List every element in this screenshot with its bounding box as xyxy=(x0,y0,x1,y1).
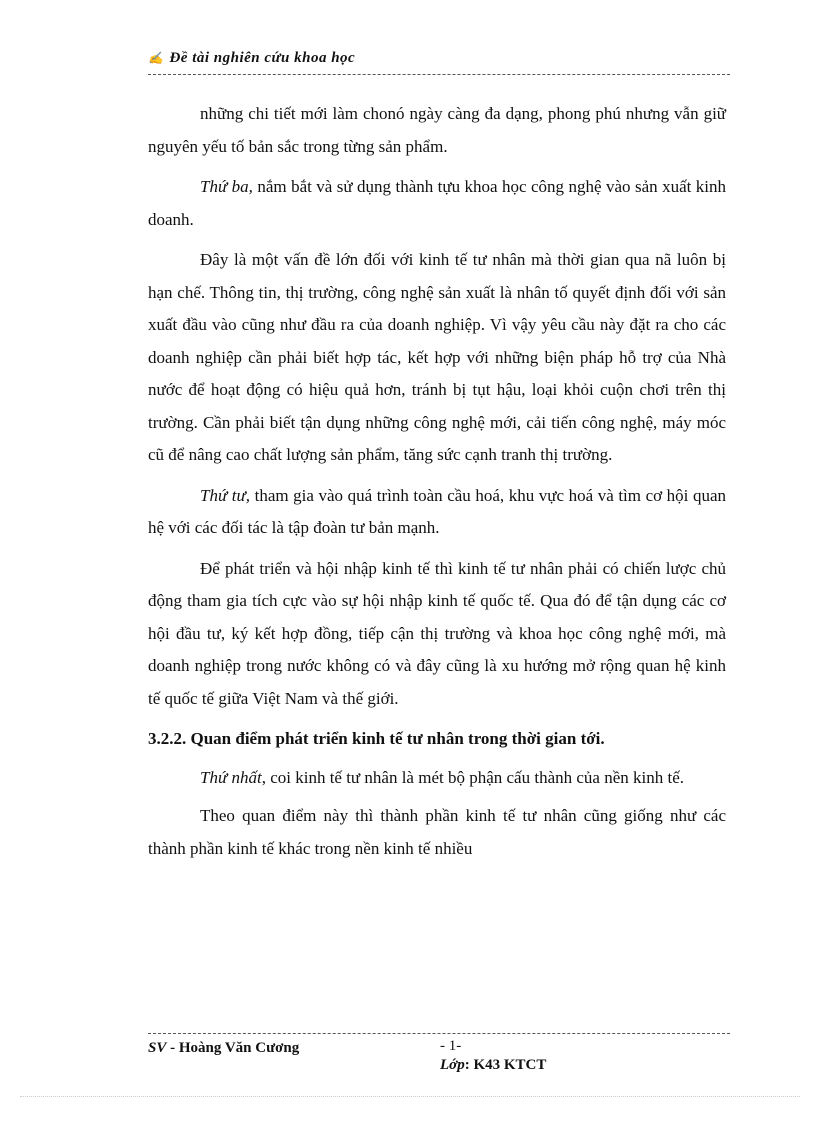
pen-writing-icon: ✍ xyxy=(148,51,164,65)
header-title-text: Đề tài nghiên cứu khoa học xyxy=(169,50,356,66)
page-number: - 1- xyxy=(440,1038,462,1054)
paragraph-2-text: nắm bắt và sử dụng thành tựu khoa học công nghệ vào sản xuất kinh doanh. xyxy=(148,177,726,229)
paragraph-6 xyxy=(148,762,726,795)
footer-sv-name: - Hoàng Văn Cương xyxy=(166,1040,300,1056)
paragraph-6-lead: Thứ nhất xyxy=(200,767,262,787)
paragraph-3: Đây là một vấn đề lớn đối với kinh tế tư nhân mà thời gian qua nã luôn bị hạn chế. Thông tin, thị trường, công nghệ sản xuất là nhân tố quyết định đối với sản xuất đầu vào cũng như đầu ra của doanh nghiệp. Vì vậy yêu cầu này đặt ra cho các doanh nghiệp cần phải biết hợp tác, kết hợp với những biện pháp hỗ trợ của Nhà nước để hoạt động có hiệu quả hơn, tránh bị tụt hậu, loại khỏi cuộn chơi trên thị trường. Cần phải biết tận dụng những công nghệ mới, cải tiến công nghệ, máy móc cũ để nâng cao chất lượng sản phẩm, tăng sức cạnh tranh thị trường. xyxy=(148,250,726,464)
footer-student xyxy=(148,1040,299,1057)
footer-class-value: : K43 KTCT xyxy=(464,1057,547,1073)
footer-class-label: Lớp xyxy=(440,1057,465,1073)
page-bottom-rule xyxy=(20,1096,800,1097)
header-title xyxy=(148,50,355,67)
paragraph-2 xyxy=(148,171,726,236)
paragraph-7: Theo quan điểm này thì thành phần kinh tế tư nhân cũng giống như các thành phần kinh tế khác trong nền kinh tế nhiều xyxy=(148,806,726,858)
footer-sv-label: SV xyxy=(148,1040,167,1056)
paragraph-1: những chi tiết mới làm chonó ngày càng đa dạng, phong phú nhưng vẫn giữ nguyên yếu tố bản sắc trong từng sản phẩm. xyxy=(148,104,726,156)
paragraph-6-text: , coi kinh tế tư nhân là mét bộ phận cấu thành của nền kinh tế. xyxy=(261,767,684,787)
paragraph-2-lead: Thứ ba, xyxy=(200,177,253,196)
footer-class xyxy=(440,1057,546,1074)
document-body xyxy=(148,98,726,873)
paragraph-5: Để phát triển và hội nhập kinh tế thì kinh tế tư nhân phải có chiến lược chủ động tham gia tích cực vào sự hội nhập kinh tế quốc tế. Qua đó để tận dụng các cơ hội đầu tư, ký kết hợp đồng, tiếp cận thị trường và khoa học công nghệ mới, mà doanh nghiệp trong nước không có và đây cũng là xu hướng mở rộng quan hệ kinh tế quốc tế giữa Việt Nam và thế giới. xyxy=(148,558,726,708)
paragraph-4 xyxy=(148,480,726,545)
section-heading: 3.2.2. Quan điểm phát triển kinh tế tư nhân trong thời gian tới. xyxy=(148,729,605,748)
paragraph-4-lead: Thứ tư, xyxy=(200,485,251,505)
paragraph-4-text: tham gia vào quá trình toàn cầu hoá, khu vực hoá và tìm cơ hội quan hệ với các đối tác là tập đoàn tư bản mạnh. xyxy=(148,485,726,537)
footer-divider xyxy=(148,1033,730,1034)
page-header xyxy=(148,50,730,75)
